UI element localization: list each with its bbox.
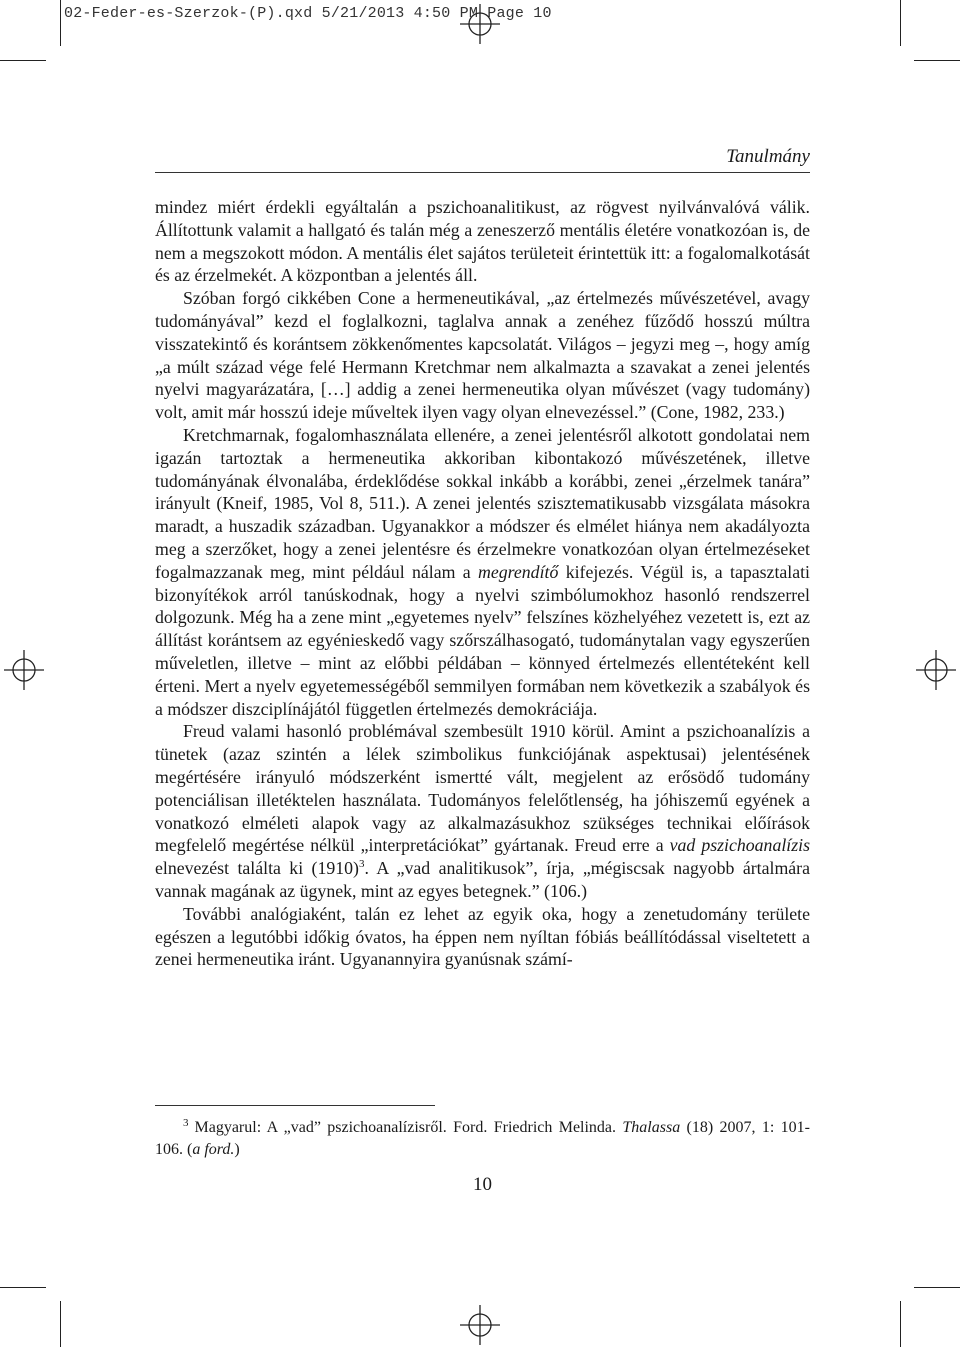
crop-mark-bottom-left-vertical	[60, 1301, 61, 1347]
article-body	[155, 196, 810, 971]
text-run: )	[234, 1141, 240, 1158]
crop-mark-bottom-right-vertical	[900, 1301, 901, 1347]
registration-mark-right	[916, 650, 956, 690]
text-run: (18) 2007, 1: 101-106. (	[155, 1119, 811, 1158]
text-run: mindez miért érdekli egyáltalán a pszichoanalitikust, az rögvest nyilvánvalóvá válik. Állítottunk valamit a hallgató és talán még a zeneszerző mentális életére vonatkozóan is, de nem a megszokott módon. A mentális élet sajátos területeit érintettük itt: a fogalomalkotását és az érzelmekét. A központban a jelentés áll.	[155, 197, 810, 286]
paragraph	[155, 903, 810, 971]
text-run: Szóban forgó cikkében Cone a hermeneutikával, „az értelmezés művészetével, avagy tudományával” kezd el foglalkozni, taglalva annak a zenéhez fűződő hosszú múltra visszatekintő és korántsem zökkenőmentes kapcsolatát. Világos – jegyzi meg –, hogy amíg „a múlt század vége felé Hermann Kretchmar nem alkalmazta a szavakat a zenei jelentés nyelvi magyarázatára, […] addig a zenei hermeneutika olyan művészet (vagy tudomány) volt, amit már hosszú ideje műveltek ilyen vagy olyan elnevezéssel.” (Cone, 1982, 233.)	[155, 288, 810, 423]
crop-mark-top-right-horizontal	[914, 60, 960, 61]
crop-mark-bottom-left-horizontal	[0, 1287, 46, 1288]
running-head-rule	[155, 172, 810, 173]
text-run: elnevezést találta ki (1910)	[155, 858, 359, 879]
paragraph	[155, 720, 810, 902]
crop-mark-top-right-vertical	[900, 0, 901, 46]
registration-mark-left	[4, 650, 44, 690]
text-run: kifejezés. Végül is, a tapasztalati bizonyítékok arról tanúskodnak, hogy a nyelvi szimbólumokhoz hasonló rendszerrel dolgozunk. Még ha a zene mint „egyetemes nyelv” felszínes közhelyéhez vezetett is, ezt az állítást korántsem az egyénieskedő vagy szőrszálhasogató, tudománytalan vagy egyszerűen műveletlen, illetve – mint az előbbi példában – könnyed értelmezés ellentéteként kell érteni. Mert a nyelv egyetemességéből semmilyen formában nem következik a szabályok és a módszer diszciplínájától független értelmezés demokráciája.	[155, 561, 810, 719]
text-run: További analógiaként, talán ez lehet az egyik oka, hogy a zenetudomány területe egészen a legutóbbi időkig óvatos, ha éppen nem nyíltan fóbiás beállítódással viseltetett a zenei hermeneutika iránt. Ugyanannyira gyanúsnak számí-	[155, 903, 810, 970]
text-run: Magyarul: A „vad” pszichoanalízisről. Ford. Friedrich Melinda.	[194, 1119, 623, 1136]
crop-mark-top-left-horizontal	[0, 60, 46, 61]
registration-mark-top	[460, 4, 500, 44]
italic-text: vad pszichoanalízis	[669, 835, 810, 856]
footnote-number: 3	[183, 1116, 189, 1129]
print-slug: 02-Feder-es-Szerzok-(P).qxd 5/21/2013 4:50 PM Page 10	[64, 5, 552, 22]
footnote	[155, 1117, 810, 1161]
paragraph	[155, 287, 810, 424]
italic-text: megrendítő	[478, 561, 559, 582]
footnote-reference: 3	[358, 858, 365, 871]
running-head: Tanulmány	[726, 146, 810, 167]
text-run: . A „vad analitikusok”, írja, „mégiscsak nagyobb ártalmára vannak magának az ügynek, mint az egyes betegnek.” (106.)	[155, 858, 810, 901]
italic-text: Thalassa	[622, 1119, 681, 1136]
page-number: 10	[473, 1174, 492, 1195]
registration-mark-bottom	[460, 1305, 500, 1345]
italic-text: a ford.	[192, 1141, 235, 1158]
paragraph	[155, 424, 810, 720]
footnote-rule	[155, 1105, 435, 1106]
paragraph	[155, 196, 810, 287]
text-run: Freud valami hasonló problémával szembesült 1910 körül. Amint a pszichoanalízis a tünetek (azaz szintén a lélek szimbolikus funkciójának aspektusai) jelentésének megértésére irányuló módszerként ismertté vált, megjelent az erősödő tudomány potenciálisan illetéktelen használata. Tudományos felelőtlenség, ha jóhiszemű egyének a vonatkozó elméleti alapok vagy az alkalmazásukhoz szükséges technikai előírások megfelelő megértése nélkül „interpretációkat” gyártanak. Freud erre a	[155, 721, 810, 856]
crop-mark-top-left-vertical	[60, 0, 61, 46]
crop-mark-bottom-right-horizontal	[914, 1287, 960, 1288]
text-run: Kretchmarnak, fogalomhasználata ellenére, a zenei jelentésről alkotott gondolatai nem igazán tartoztak a hermeneutika akkoriban kibontakozó művészetének, illetve tudományának élvonalába, érdeklődése sokkal inkább a korábbi, zenei „érzelmek tanára” irányult (Kneif, 1985, Vol 8, 511.). A zenei jelentés szisztematikusabb vizsgálata másokra maradt, a huszadik században. Ugyanakkor a módszer és elmélet hiánya nem akadályozta meg a szerzőket, hogy a zenei jelentésre és érzelmekre vonatkozóan olyan értelmezéseket fogalmazzanak meg, mint például nálam a	[155, 424, 810, 582]
